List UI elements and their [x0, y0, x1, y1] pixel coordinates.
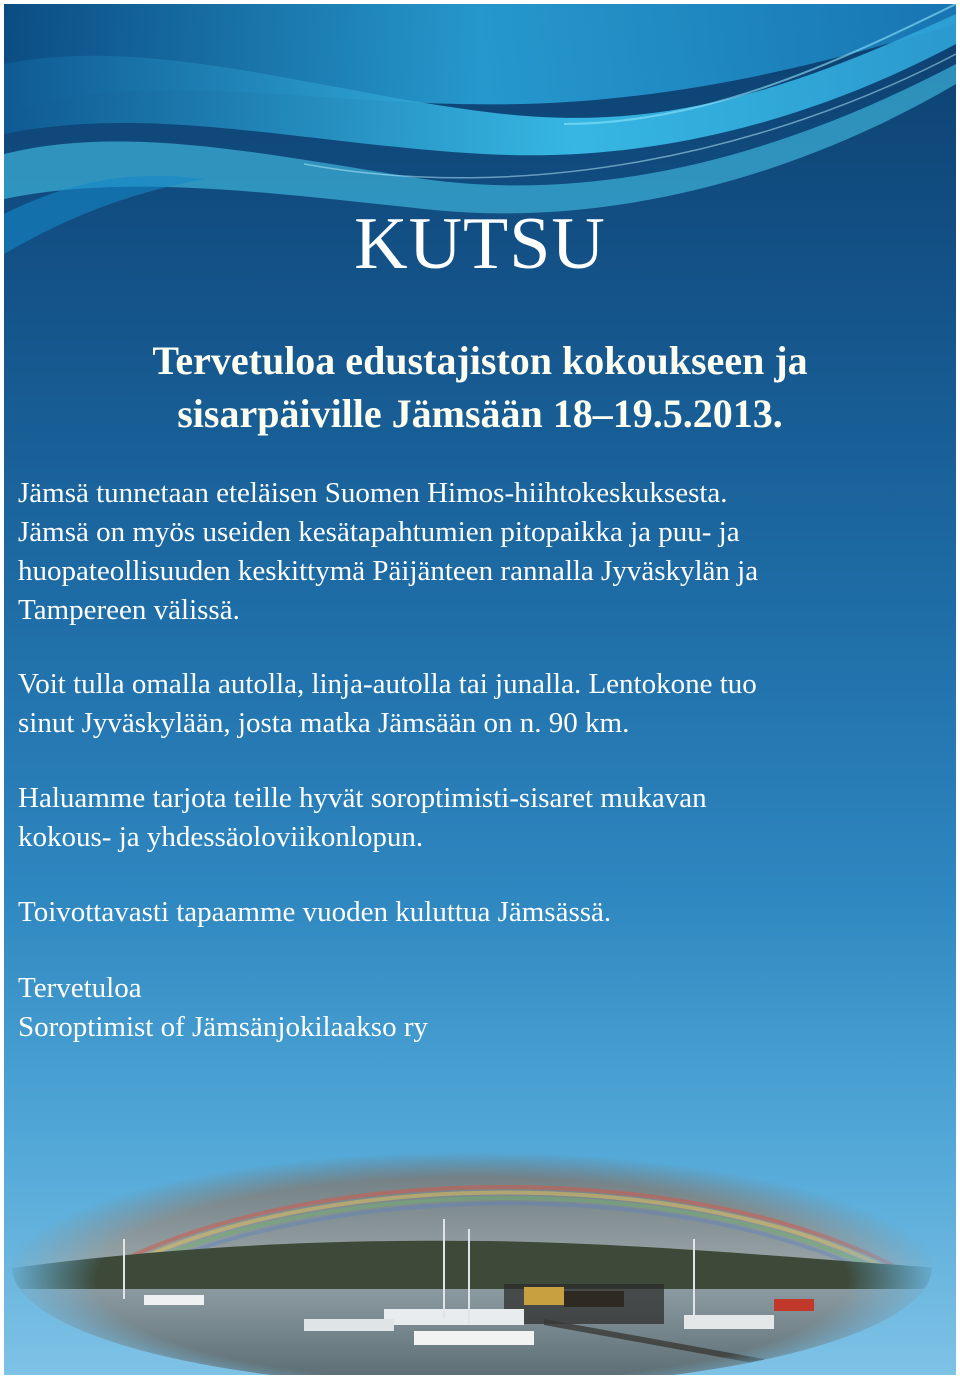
signature-block [18, 969, 918, 1047]
text-line: Tampereen välissä. [18, 594, 240, 626]
text-line: kokous- ja yhdessäoloviikonlopun. [18, 821, 424, 853]
invitation-poster [4, 4, 956, 1375]
text-line: huopateollisuuden keskittymä Päijänteen rannalla Jyväskylän ja [18, 555, 759, 587]
poster-title: KUTSU [354, 203, 606, 285]
paragraph-about-jamsa [18, 474, 918, 630]
text-line: Haluamme tarjota teille hyvät soroptimisti-sisaret mukavan [18, 782, 707, 814]
paragraph-travel [18, 665, 918, 743]
text-line: Jämsä on myös useiden kesätapahtumien pitopaikka ja puu- ja [18, 516, 740, 548]
text-line: sinut Jyväskylään, josta matka Jämsään on n. 90 km. [18, 707, 630, 739]
paragraph-offer [18, 779, 918, 857]
greeting: Tervetuloa [18, 972, 142, 1004]
text-line: Voit tulla omalla autolla, linja-autolla tai junalla. Lentokone tuo [18, 668, 757, 700]
subtitle-line-2: sisarpäiville Jämsään 18–19.5.2013. [177, 391, 783, 436]
organization-name: Soroptimist of Jämsänjokilaakso ry [18, 1011, 428, 1043]
poster-subtitle [44, 334, 916, 440]
text-line: Toivottavasti tapaamme vuoden kuluttua Jämsässä. [18, 896, 612, 928]
paragraph-hope [18, 893, 918, 932]
text-line: Jämsä tunnetaan eteläisen Suomen Himos-hiihtokeskuksesta. [18, 477, 728, 509]
subtitle-line-1: Tervetuloa edustajiston kokoukseen ja [152, 338, 808, 383]
harbor-rainbow-photo [4, 1119, 956, 1375]
